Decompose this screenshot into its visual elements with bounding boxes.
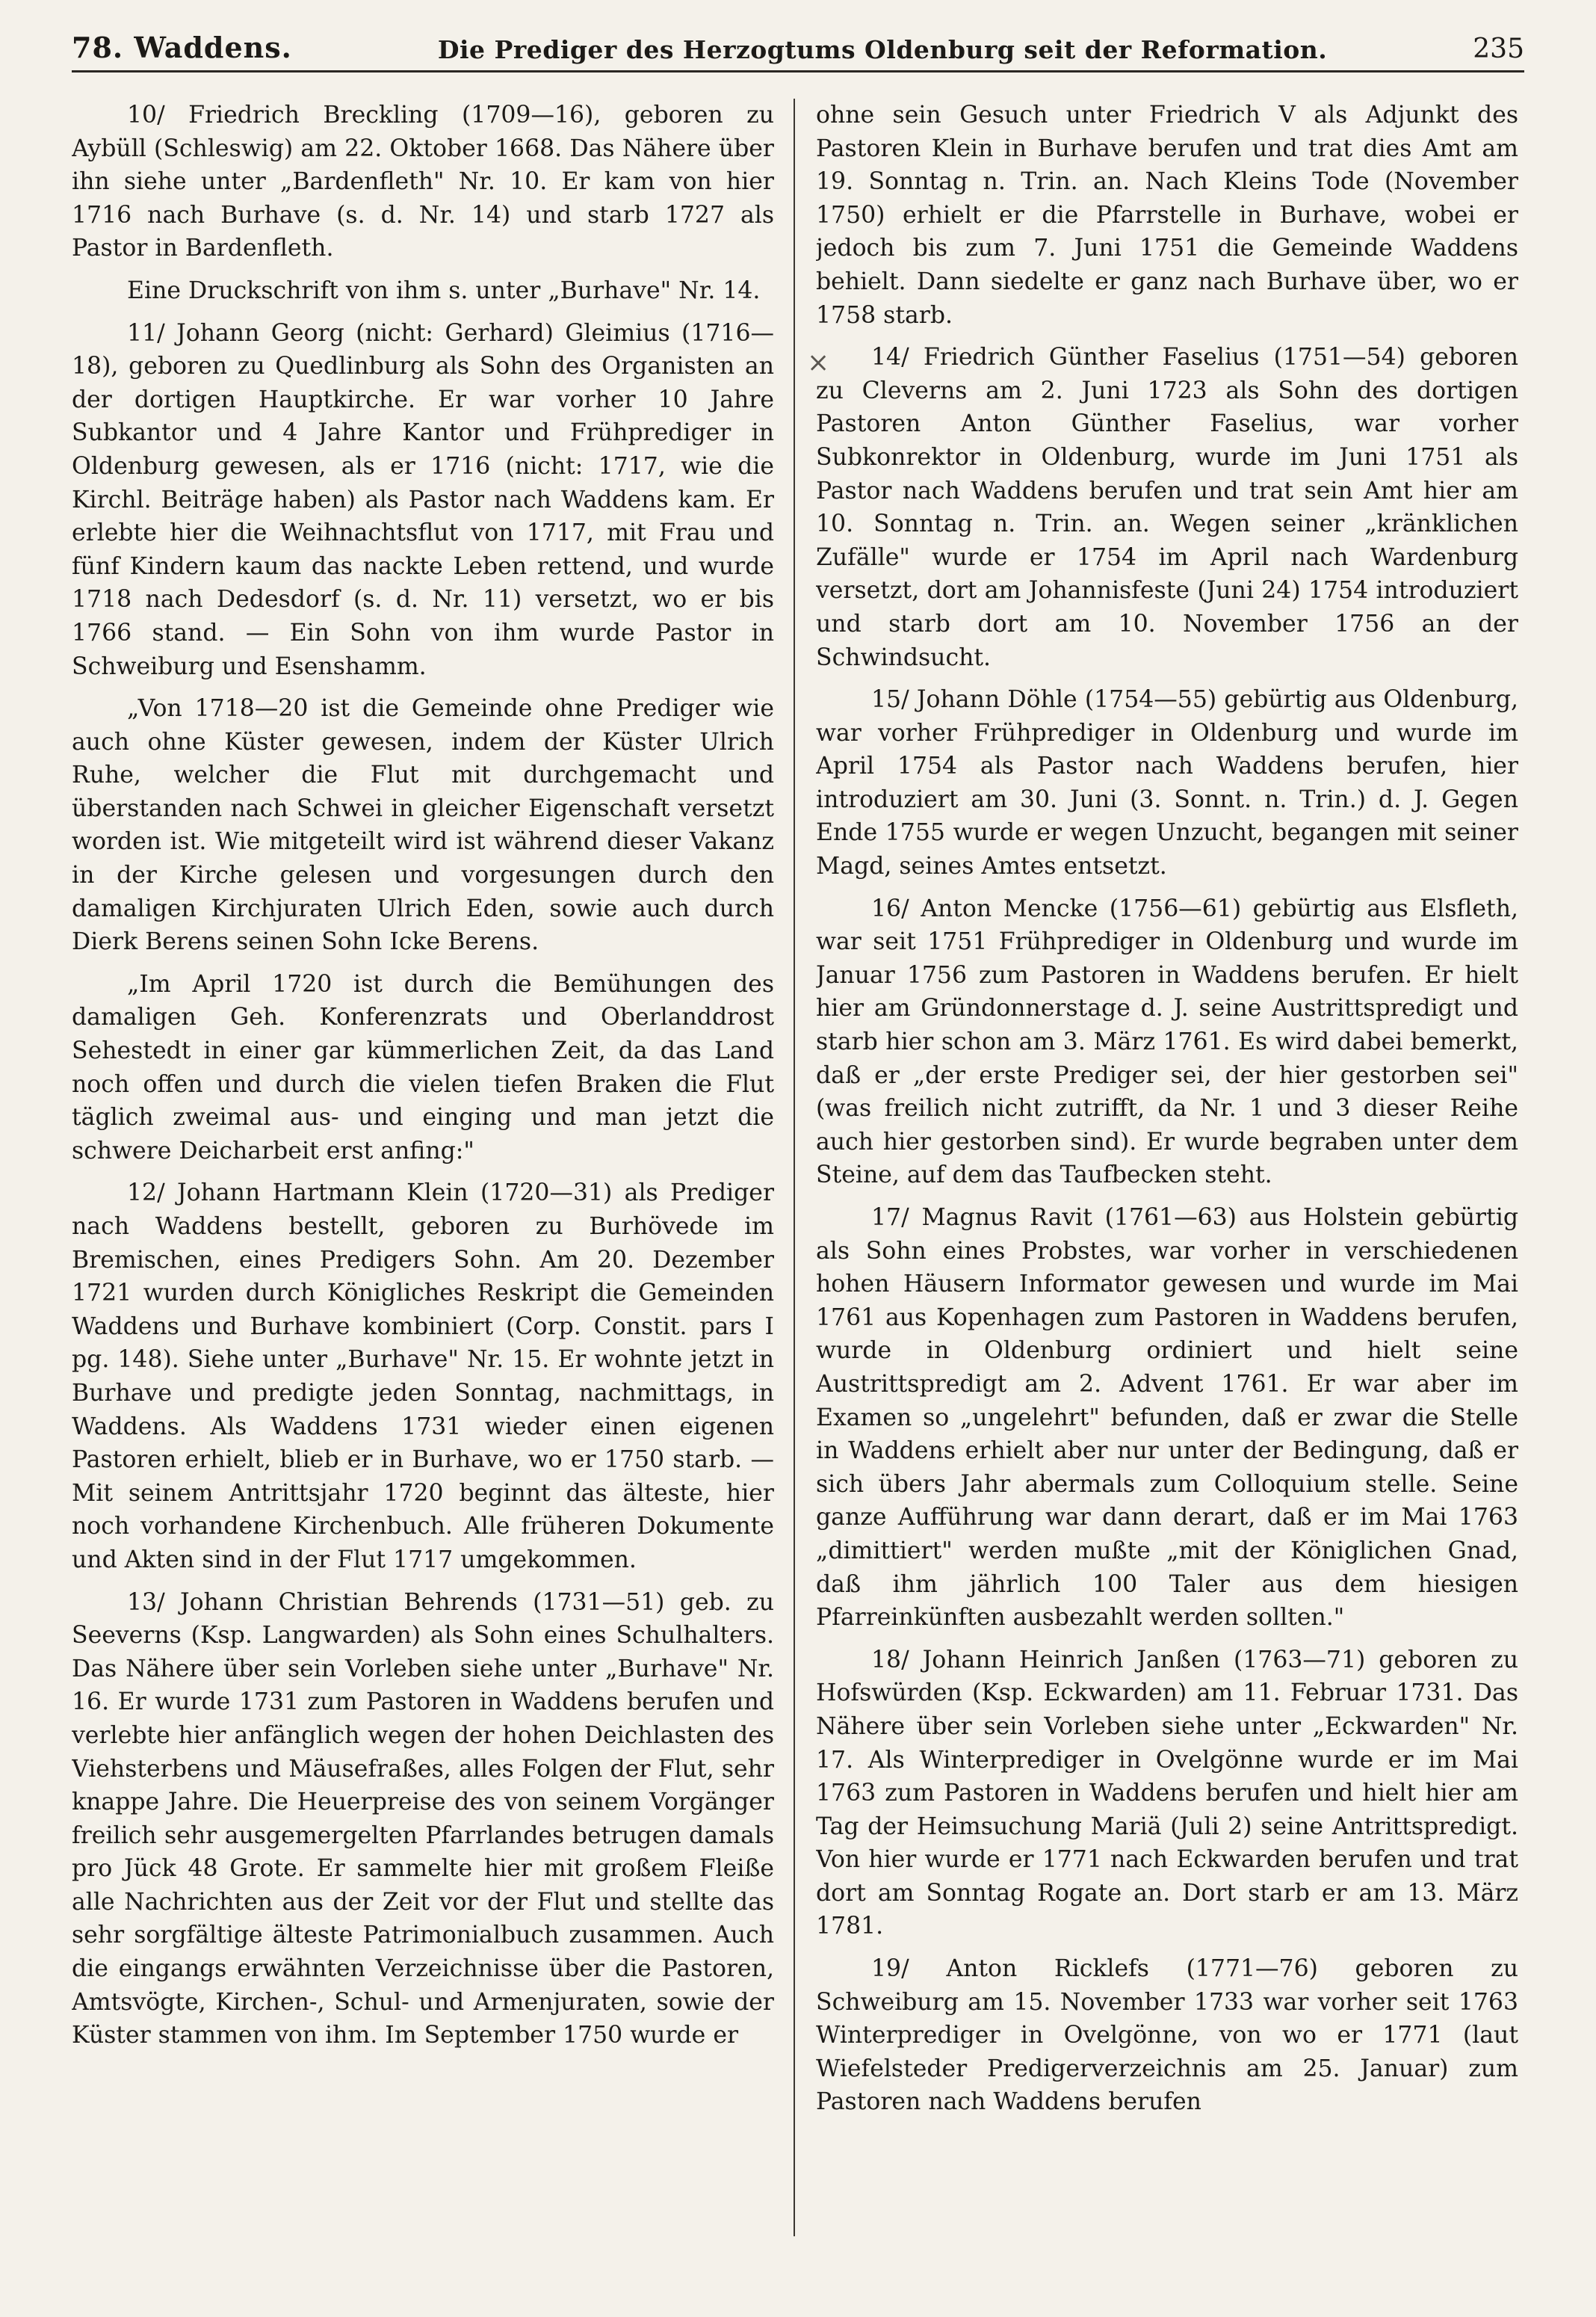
entry-12: 12/ Johann Hartmann Klein (1720—31) als Prediger nach Waddens bestellt, geboren zu Burhövede im Bremischen, eines Predigers Sohn. Am 20. Dezember 1721 wurden durch Königliches Reskript die Gemeinden Waddens und Burhave kombiniert (Corp. Constit. pars I pg. 148). Siehe unter „Burhave" Nr. 15. Er wohnte jetzt in Burhave und predigte jeden Sonntag, nachmittags, in Waddens. Als Waddens 1731 wieder einen eigenen Pastoren erhielt, blieb er in Burhave, wo er 1750 starb. — Mit seinem Antrittsjahr 1720 beginnt das älteste, hier noch vorhandene Kirchenbuch. Alle früheren Dokumente und Akten sind in der Flut 1717 umgekommen. [72, 1179, 774, 1573]
left-column [72, 99, 774, 2289]
quote-vakanz: „Von 1718—20 ist die Gemeinde ohne Prediger wie auch ohne Küster gewesen, indem der Küster Ulrich Ruhe, welcher die Flut mit durchgemacht und überstanden nach Schwei in gleicher Eigenschaft versetzt worden ist. Wie mitgeteilt wird ist während dieser Vakanz in der Kirche gelesen und vorgesungen durch den damaligen Kirchjuraten Ulrich Eden, sowie auch durch Dierk Berens seinen Sohn Icke Berens. [72, 695, 774, 956]
entry-11: 11/ Johann Georg (nicht: Gerhard) Gleimius (1716—18), geboren zu Quedlinburg als Sohn des Organisten an der dortigen Hauptkirche. Er war vorher 10 Jahre Subkantor und 4 Jahre Kantor und Frühprediger in Oldenburg gewesen, als er 1716 (nicht: 1717, wie die Kirchl. Beiträge haben) als Pastor nach Waddens kam. Er erlebte hier die Weihnachtsflut von 1717, mit Frau und fünf Kindern kaum das nackte Leben rettend, und wurde 1718 nach Dedesdorf (s. d. Nr. 11) versetzt, wo er bis 1766 stand. — Ein Sohn von ihm wurde Pastor in Schweiburg und Esenshamm. [72, 319, 774, 680]
entry-16: 16/ Anton Mencke (1756—61) gebürtig aus Elsfleth, war seit 1751 Frühprediger in Oldenburg und wurde im Januar 1756 zum Pastoren in Waddens berufen. Er hielt hier am Gründonnerstage d. J. seine Austrittspredigt und starb hier schon am 3. März 1761. Es wird dabei bemerkt, daß er „der erste Prediger sei, der hier gestorben sei" (was freilich nicht zutrifft, da Nr. 1 und 3 dieser Reihe auch hier gestorben sind). Er wurde begraben unter dem Steine, auf dem das Taufbecken steht. [816, 895, 1518, 1189]
entry-17: 17/ Magnus Ravit (1761—63) aus Holstein gebürtig als Sohn eines Probstes, war vorher in verschiedenen hohen Häusern Informator gewesen und wurde im Mai 1761 aus Kopenhagen zum Pastoren in Waddens berufen, wurde in Oldenburg ordiniert und hielt seine Austrittspredigt am 2. Advent 1761. Er war aber im Examen so „ungelehrt" befunden, daß er zwar die Stelle in Waddens erhielt aber nur unter der Bedingung, daß er sich übers Jahr abermals zum Colloquium stelle. Seine ganze Aufführung war dann derart, daß er im Mai 1763 „dimittiert" werden mußte „mit der Königlichen Gnad, daß ihm jährlich 100 Taler aus dem hiesigen Pfarreinkünften ausbezahlt werden sollten." [816, 1204, 1518, 1632]
column-divider [794, 99, 795, 2236]
cross-mark-icon: × [807, 348, 830, 378]
entry-14: 14/ Friedrich Günther Faselius (1751—54) geboren zu Cleverns am 2. Juni 1723 als Sohn des dortigen Pastoren Anton Günther Faselius, war vorher Subkonrektor in Oldenburg, wurde im Juni 1751 als Pastor nach Waddens berufen und trat sein Amt hier am 10. Sonntag n. Trin. an. Wegen seiner „kränklichen Zufälle" wurde er 1754 im April nach Wardenburg versetzt, dort am Johannisfeste (Juni 24) 1754 introduziert und starb dort am 10. November 1756 an der Schwindsucht. [816, 344, 1518, 671]
entry-10: 10/ Friedrich Breckling (1709—16), geboren zu Aybüll (Schleswig) am 22. Oktober 1668. Das Nähere über ihn siehe unter „Bardenfleth" Nr. 10. Er kam von hier 1716 nach Burhave (s. d. Nr. 14) und starb 1727 als Pastor in Bardenfleth. [72, 102, 774, 262]
page-number: 235 [1473, 34, 1524, 64]
quote-april-1720: „Im April 1720 ist durch die Bemühungen des damaligen Geh. Konferenzrats und Oberlanddrost Sehestedt in einer gar kümmerlichen Zeit, da das Land noch offen und durch die vielen tiefen Braken die Flut täglich zweimal aus- und einging und man jetzt die schwere Deicharbeit erst anfing:" [72, 970, 774, 1164]
entry-15: 15/ Johann Döhle (1754—55) gebürtig aus Oldenburg, war vorher Frühprediger in Oldenburg und wurde im April 1754 als Pastor nach Waddens berufen, hier introduziert am 30. Juni (3. Sonnt. n. Trin.) d. J. Gegen Ende 1755 wurde er wegen Unzucht, begangen mit seiner Magd, seines Amtes entsetzt. [816, 686, 1518, 880]
right-column [816, 99, 1518, 2289]
entry-13-continued: ohne sein Gesuch unter Friedrich V als Adjunkt des Pastoren Klein in Burhave berufen und trat dies Amt am 19. Sonntag n. Trin. an. Nach Kleins Tode (November 1750) erhielt er die Pfarrstelle in Burhave, wobei er jedoch bis zum 7. Juni 1751 die Gemeinde Waddens behielt. Dann siedelte er ganz nach Burhave über, wo er 1758 starb. [816, 102, 1518, 329]
entry-19: 19/ Anton Ricklefs (1771—76) geboren zu Schweiburg am 15. November 1733 war vorher seit 1763 Winterprediger in Ovelgönne, von wo er 1771 (laut Wiefelsteder Predigerverzeichnis am 25. Januar) zum Pastoren nach Waddens berufen [816, 1955, 1518, 2116]
running-head-left: 78. Waddens. [72, 31, 292, 64]
paragraph-druckschrift: Eine Druckschrift von ihm s. unter „Burhave" Nr. 14. [127, 277, 761, 304]
entry-18: 18/ Johann Heinrich Janßen (1763—71) geboren zu Hofswürden (Ksp. Eckwarden) am 11. Februar 1731. Das Nähere über sein Vorleben siehe unter „Eckwarden" Nr. 17. Als Winterprediger in Ovelgönne wurde er im Mai 1763 zum Pastoren in Waddens berufen und hielt hier am Tag der Heimsuchung Mariä (Juli 2) seine Antrittspredigt. Von hier wurde er 1771 nach Eckwarden berufen und trat dort am Sonntag Rogate an. Dort starb er am 13. März 1781. [816, 1646, 1518, 1940]
page-header [72, 22, 1524, 72]
entry-13: 13/ Johann Christian Behrends (1731—51) geb. zu Seeverns (Ksp. Langwarden) als Sohn eines Schulhalters. Das Nähere über sein Vorleben siehe unter „Burhave" Nr. 16. Er wurde 1731 zum Pastoren in Waddens berufen und verlebte hier anfänglich wegen der hohen Deichlasten des Viehsterbens und Mäusefraßes, alles Folgen der Flut, sehr knappe Jahre. Die Heuerpreise des von seinem Vorgänger freilich sehr ausgemergelten Pfarrlandes betrugen damals pro Jück 48 Grote. Er sammelte hier mit großem Fleiße alle Nachrichten aus der Zeit vor der Flut und stellte das sehr sorgfältige älteste Patrimonialbuch zusammen. Auch die eingangs erwähnten Verzeichnisse über die Pastoren, Amtsvögte, Kirchen-, Schul- und Armenjuraten, sowie der Küster stammen von ihm. Im September 1750 wurde er [72, 1588, 774, 2049]
running-head-title: Die Prediger des Herzogtums Oldenburg seit der Reformation. [437, 35, 1328, 64]
